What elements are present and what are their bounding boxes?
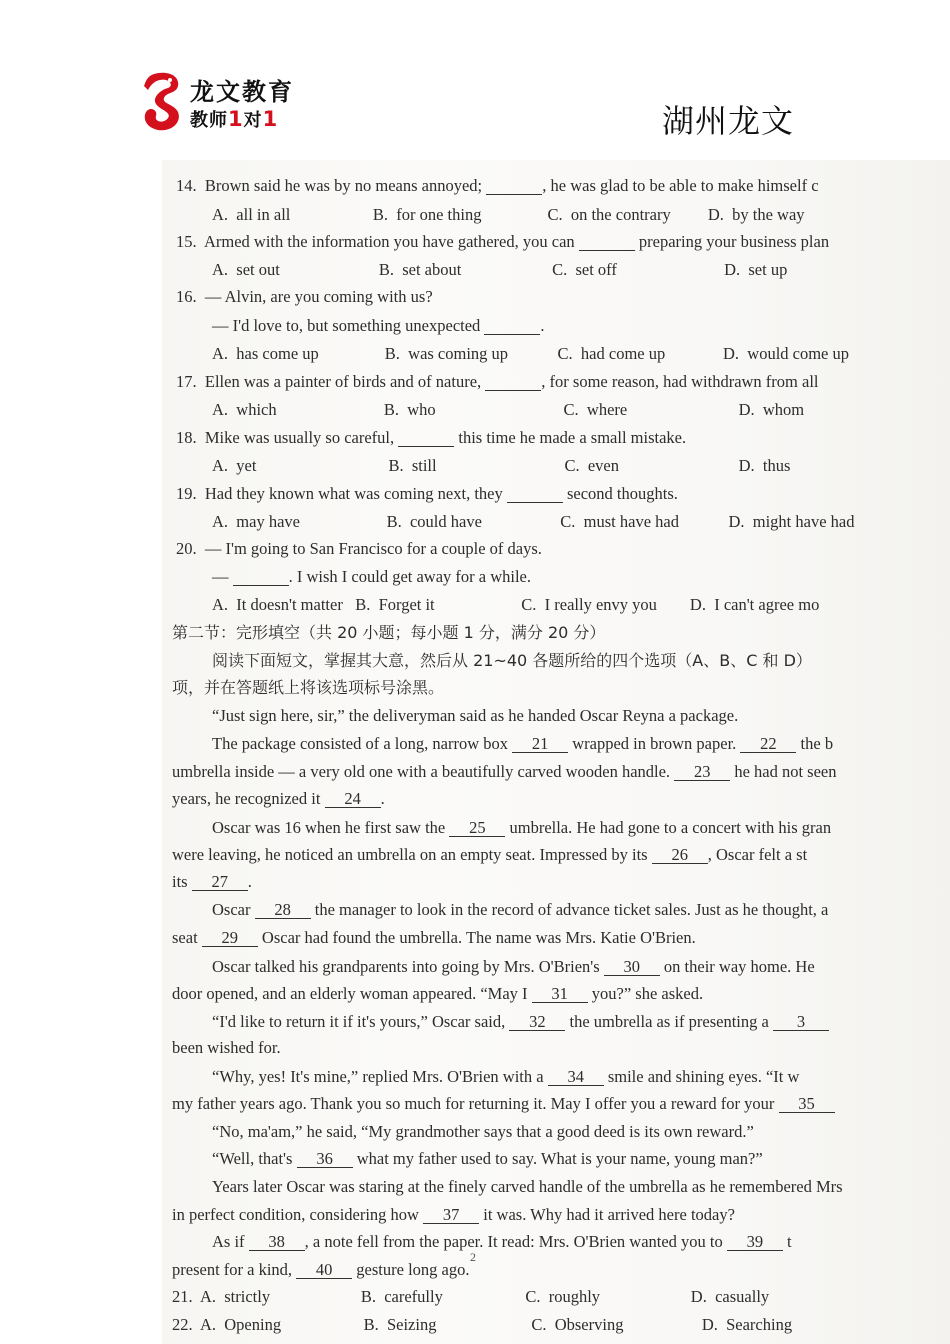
answer-blank: 37: [423, 1206, 479, 1224]
text-segment: A. which B. who C. where D. whom: [212, 400, 805, 419]
answer-blank: [507, 485, 563, 503]
school-name: 湖州龙文: [662, 102, 795, 140]
text-line: [212, 512, 855, 532]
text-segment: A. set out B. set about C. set off D. set up: [212, 260, 788, 279]
text-segment: . I wish I could get away for a while.: [288, 567, 532, 586]
answer-blank: 36: [297, 1150, 353, 1168]
answer-blank: 39: [727, 1233, 783, 1251]
text-segment: “Well, that's: [212, 1149, 297, 1168]
text-segment: “I'd like to return it if it's yours,” Oscar said,: [212, 1012, 510, 1031]
text-line: [212, 900, 828, 920]
text-segment: .: [380, 789, 385, 808]
answer-blank: 30: [604, 958, 660, 976]
text-line: [172, 1287, 769, 1307]
answer-blank: [398, 429, 454, 447]
text-line: [172, 678, 444, 698]
text-segment: Years later Oscar was staring at the finely carved handle of the umbrella as he remembered Mrs: [212, 1177, 843, 1196]
text-segment: what my father used to say. What is your name, young man?”: [352, 1149, 763, 1168]
text-line: [172, 872, 252, 892]
text-segment: wrapped in brown paper.: [568, 734, 741, 753]
text-segment: A. may have B. could have C. must have had D. might have had: [212, 512, 855, 531]
answer-blank: [579, 233, 635, 251]
text-segment: 14. Brown said he was by no means annoyed;: [176, 176, 487, 195]
text-segment: .: [540, 316, 545, 335]
answer-blank: 25: [449, 819, 505, 837]
answer-blank: [486, 177, 542, 195]
text-line: [212, 1122, 754, 1142]
text-segment: 18. Mike was usually so careful,: [176, 428, 399, 447]
text-segment: Oscar was 16 when he first saw the: [212, 818, 450, 837]
text-segment: this time he made a small mistake.: [454, 428, 687, 447]
text-segment: 16. — Alvin, are you coming with us?: [176, 287, 433, 306]
text-segment: in perfect condition, considering how: [172, 1205, 424, 1224]
answer-blank: 40: [296, 1261, 352, 1279]
text-segment: The package consisted of a long, narrow box: [212, 734, 513, 753]
text-segment: A. yet B. still C. even D. thus: [212, 456, 791, 475]
text-segment: As if: [212, 1232, 249, 1251]
text-segment: second thoughts.: [562, 484, 678, 503]
text-segment: , Oscar felt a st: [707, 845, 808, 864]
text-line: [172, 928, 696, 948]
text-line: [176, 287, 433, 307]
text-line: [212, 316, 545, 336]
answer-blank: 21: [512, 735, 568, 753]
text-segment: A. It doesn't matter B. Forget it C. I really envy you D. I can't agree mo: [212, 595, 820, 614]
text-line: [172, 1260, 469, 1280]
text-segment: 项，并在答题纸上将该选项标号涂黑。: [172, 678, 445, 697]
text-segment: A. all in all B. for one thing C. on the contrary D. by the way: [212, 205, 805, 224]
text-segment: 阅读下面短文，掌握其大意，然后从 21~40 各题所给的四个选项（A、B、C 和 D）: [212, 651, 812, 670]
text-segment: 20. — I'm going to San Francisco for a couple of days.: [176, 539, 542, 558]
text-segment: present for a kind,: [172, 1260, 297, 1279]
text-segment: Oscar: [212, 900, 255, 919]
page-number: 2: [470, 1250, 476, 1264]
text-segment: smile and shining eyes. “It w: [603, 1067, 800, 1086]
text-line: [172, 789, 385, 809]
logo-sub-a: 教师: [190, 110, 228, 131]
text-segment: been wished for.: [172, 1038, 281, 1057]
answer-blank: 22: [740, 735, 796, 753]
text-segment: “Why, yes! It's mine,” replied Mrs. O'Brien with a: [212, 1067, 548, 1086]
text-segment: seat: [172, 928, 202, 947]
text-line: [212, 818, 831, 838]
text-segment: 22. A. Opening B. Seizing C. Observing D. Searching: [172, 1315, 793, 1334]
text-segment: “No, ma'am,” he said, “My grandmother says that a good deed is its own reward.”: [212, 1122, 754, 1141]
text-segment: , a note fell from the paper. It read: Mrs. O'Brien wanted you to: [304, 1232, 727, 1251]
text-segment: umbrella. He had gone to a concert with his gran: [505, 818, 832, 837]
answer-blank: 35: [779, 1095, 835, 1113]
text-line: [212, 734, 833, 754]
text-line: [176, 484, 678, 504]
answer-blank: 28: [255, 901, 311, 919]
text-segment: he had not seen: [730, 762, 837, 781]
text-segment: on their way home. He: [659, 957, 815, 976]
text-segment: 第二节：完形填空（共 20 小题；每小题 1 分，满分 20 分）: [172, 623, 606, 642]
text-line: [176, 428, 686, 448]
text-line: [212, 205, 805, 225]
text-line: [212, 706, 738, 726]
answer-blank: 31: [532, 985, 588, 1003]
logo-sub-d: 1: [262, 107, 279, 131]
text-segment: gesture long ago.: [352, 1260, 470, 1279]
text-segment: Oscar had found the umbrella. The name was Mrs. Katie O'Brien.: [257, 928, 696, 947]
text-line: [176, 539, 542, 559]
text-line: [172, 1205, 735, 1225]
text-line: [212, 344, 849, 364]
text-segment: 21. A. strictly B. carefully C. roughly D. casually: [172, 1287, 770, 1306]
text-line: [176, 232, 829, 252]
text-line: [212, 595, 819, 615]
text-segment: “Just sign here, sir,” the deliveryman said as he handed Oscar Reyna a package.: [212, 706, 739, 725]
logo: [140, 70, 318, 136]
answer-blank: 3: [773, 1013, 829, 1031]
text-line: [172, 1094, 835, 1114]
text-segment: Oscar talked his grandparents into going by Mrs. O'Brien's: [212, 957, 604, 976]
text-segment: the umbrella as if presenting a: [565, 1012, 773, 1031]
text-segment: 17. Ellen was a painter of birds and of nature,: [176, 372, 486, 391]
answer-blank: 26: [652, 846, 708, 864]
text-line: [212, 1232, 792, 1252]
text-segment: A. has come up B. was coming up C. had come up D. would come up: [212, 344, 850, 363]
text-line: [212, 1177, 843, 1197]
text-segment: — I'd love to, but something unexpected: [212, 316, 485, 335]
text-segment: the manager to look in the record of advance ticket sales. Just as he thought, a: [310, 900, 829, 919]
text-segment: , for some reason, had withdrawn from all: [541, 372, 819, 391]
text-line: [172, 1038, 281, 1058]
text-line: [212, 1012, 829, 1032]
text-segment: door opened, and an elderly woman appeared. “May I: [172, 984, 532, 1003]
text-line: [212, 1149, 763, 1169]
text-line: [212, 1067, 799, 1087]
answer-blank: [233, 568, 289, 586]
text-line: [172, 762, 837, 782]
text-segment: you?” she asked.: [587, 984, 704, 1003]
text-segment: —: [212, 567, 233, 586]
answer-blank: [484, 317, 540, 335]
text-line: [212, 400, 804, 420]
text-segment: .: [247, 872, 252, 891]
answer-blank: 34: [548, 1068, 604, 1086]
logo-subtitle: [190, 106, 278, 132]
text-segment: years, he recognized it: [172, 789, 325, 808]
text-segment: my father years ago. Thank you so much for returning it. May I offer you a reward for your: [172, 1094, 779, 1113]
text-segment: 19. Had they known what was coming next, they: [176, 484, 507, 503]
answer-blank: 32: [509, 1013, 565, 1031]
text-segment: its: [172, 872, 192, 891]
text-segment: 15. Armed with the information you have gathered, you can: [176, 232, 579, 251]
text-line: [212, 957, 815, 977]
dragon-logo-icon: [140, 70, 186, 134]
answer-blank: 23: [674, 763, 730, 781]
answer-blank: 24: [325, 790, 381, 808]
text-line: [212, 651, 812, 671]
text-segment: it was. Why had it arrived here today?: [479, 1205, 735, 1224]
answer-blank: 27: [192, 873, 248, 891]
text-line: [172, 1315, 792, 1335]
answer-blank: 29: [202, 929, 258, 947]
text-line: [212, 456, 790, 476]
text-line: [212, 567, 531, 587]
text-line: [212, 260, 787, 280]
text-segment: t: [782, 1232, 792, 1251]
text-line: [172, 845, 807, 865]
text-line: [172, 984, 703, 1004]
answer-blank: [485, 373, 541, 391]
logo-title: 龙文教育: [190, 78, 294, 106]
logo-sub-b: 1: [228, 107, 244, 131]
answer-blank: 38: [249, 1233, 305, 1251]
text-line: [172, 623, 605, 643]
text-line: [176, 372, 819, 392]
logo-sub-c: 对: [243, 110, 263, 131]
text-line: [176, 176, 819, 196]
text-segment: were leaving, he noticed an umbrella on an empty seat. Impressed by its: [172, 845, 652, 864]
text-segment: umbrella inside — a very old one with a beautifully carved wooden handle.: [172, 762, 675, 781]
text-segment: preparing your business plan: [634, 232, 830, 251]
text-segment: , he was glad to be able to make himself c: [542, 176, 819, 195]
text-segment: the b: [796, 734, 834, 753]
